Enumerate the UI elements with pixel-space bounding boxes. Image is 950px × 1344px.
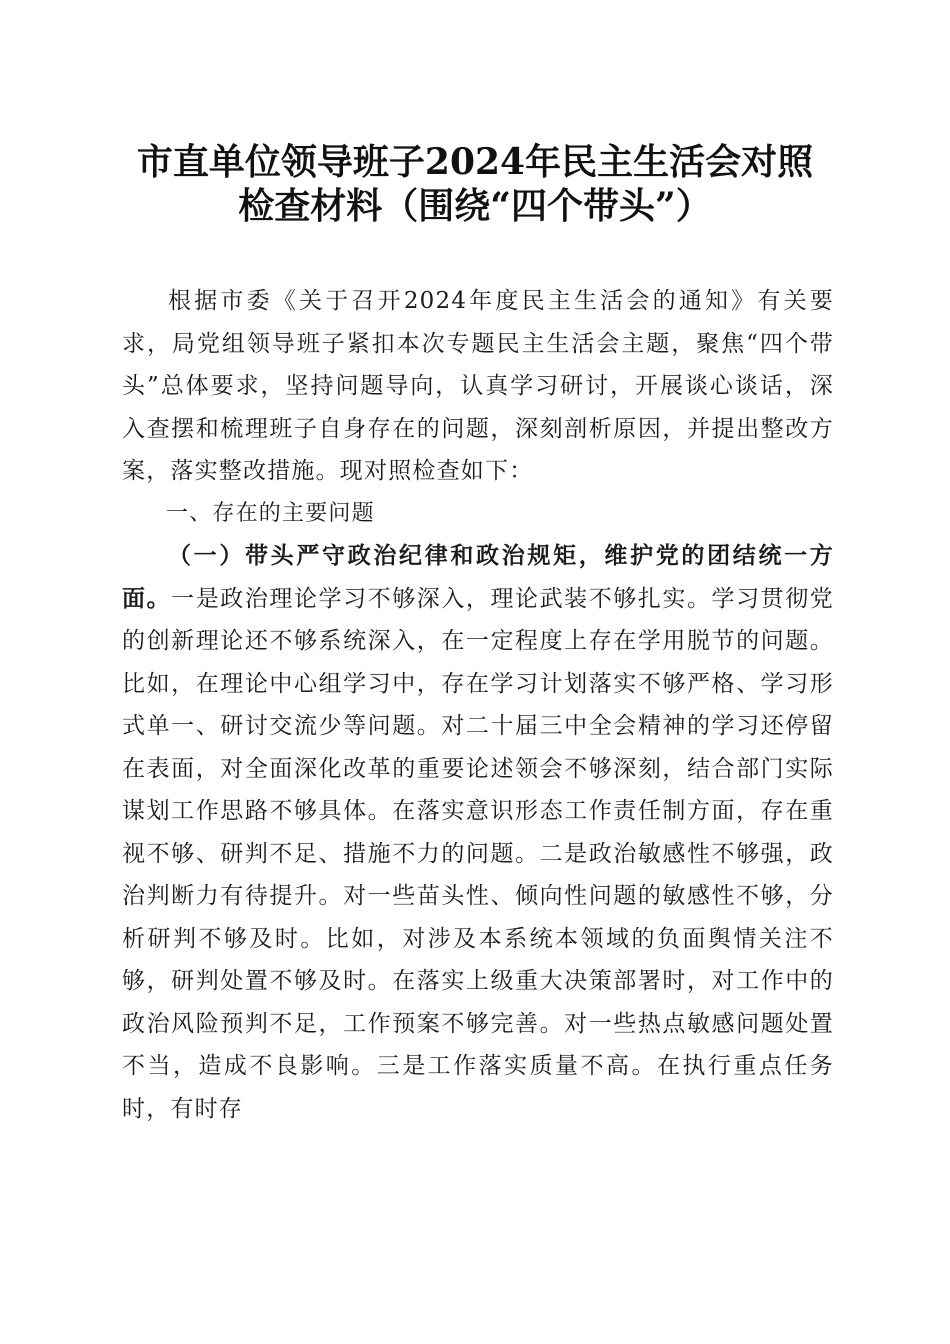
subsection-lead: （一）带头严守政治纪律和政治规矩，维护党的团结统一方面。 [122,542,834,612]
subsection-paragraph [122,535,834,1130]
document-title: 市直单位领导班子2024年民主生活会对照检查材料（围绕“四个带头”） [136,141,814,227]
intro-paragraph: 根据市委《关于召开2024年度民主生活会的通知》有关要求，局党组领导班子紧扣本次专题民主生活会主题，聚焦“四个带头”总体要求，坚持问题导向，认真学习研讨，开展谈心谈话，深入查摆和梳理班子自身存在的问题，深刻剖析原因，并提出整改方案，落实整改措施。现对照检查如下： [122,288,834,484]
section-heading: 一、存在的主要问题 [166,500,375,526]
document-body [122,280,834,1130]
subsection-body: 一是政治理论学习不够深入，理论武装不够扎实。学习贯彻党的创新理论还不够系统深入，在一定程度上存在学用脱节的问题。比如，在理论中心组学习中，存在学习计划落实不够严格、学习形式单一、研讨交流少等问题。对二十届三中全会精神的学习还停留在表面，对全面深化改革的重要论述领会不够深刻，结合部门实际谋划工作思路不够具体。在落实意识形态工作责任制方面，存在重视不够、研判不足、措施不力的问题。二是政治敏感性不够强，政治判断力有待提升。对一些苗头性、倾向性问题的敏感性不够，分析研判不够及时。比如，对涉及本系统本领域的负面舆情关注不够，研判处置不够及时。在落实上级重大决策部署时，对工作中的政治风险预判不足，工作预案不够完善。对一些热点敏感问题处置不当，造成不良影响。三是工作落实质量不高。在执行重点任务时，有时存 [122,585,835,1122]
